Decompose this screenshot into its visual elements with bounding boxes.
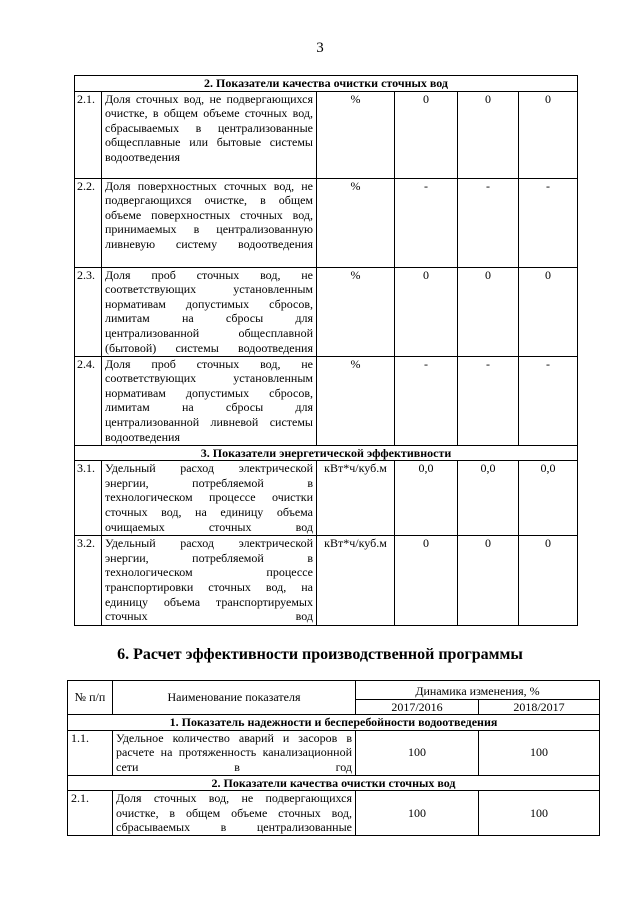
- header-name: Наименование показателя: [113, 681, 356, 715]
- table-row: [75, 91, 578, 178]
- table-row: [75, 178, 578, 267]
- row-number: 2.4.: [75, 356, 102, 445]
- section-row: [68, 775, 600, 791]
- value-2: 100: [479, 791, 600, 836]
- unit: кВт*ч/куб.м: [317, 461, 395, 536]
- value-1: 0: [395, 91, 458, 178]
- value-3: 0,0: [519, 461, 578, 536]
- unit: %: [317, 356, 395, 445]
- row-number: 2.3.: [75, 267, 102, 356]
- row-number: 3.2.: [75, 536, 102, 626]
- value-1: 0,0: [395, 461, 458, 536]
- value-1: 0: [395, 267, 458, 356]
- indicator-name: Доля проб сточных вод, не соответствующих установленным нормативам допустимых сбросов, лимитам на сбросы для централизованной ливневой системы водоотведения: [102, 356, 317, 445]
- section-title: 3. Показатели энергетической эффективности: [75, 445, 578, 461]
- value-1: 100: [356, 730, 479, 775]
- value-2: -: [458, 356, 519, 445]
- indicator-name: Удельный расход электрической энергии, потребляемой в технологическом процессе очистки сточных вод, на единицу объема очищаемых сточных вод: [102, 461, 317, 536]
- section-title: 2. Показатели качества очистки сточных вод: [68, 775, 600, 791]
- value-2: 0: [458, 91, 519, 178]
- unit: %: [317, 91, 395, 178]
- value-2: 100: [479, 730, 600, 775]
- section-row: [75, 76, 578, 92]
- indicators-table: [74, 75, 578, 626]
- indicator-name: Доля сточных вод, не подвергающихся очистке, в общем объеме сточных вод, сбрасываемых в централизованные общесплавные или бытовые системы водоотведения: [102, 91, 317, 178]
- table-row: [75, 461, 578, 536]
- header-dynamics: Динамика изменения, %: [356, 681, 600, 700]
- table-row: [68, 791, 600, 836]
- row-number: 3.1.: [75, 461, 102, 536]
- header-year-2: 2018/2017: [479, 699, 600, 715]
- value-2: 0: [458, 267, 519, 356]
- unit: %: [317, 178, 395, 267]
- row-number: 1.1.: [68, 730, 113, 775]
- section-row: [68, 715, 600, 731]
- indicator-name: Доля поверхностных сточных вод, не подвергающихся очистке, в общем объеме поверхностных сточных вод, принимаемых в централизованную ливневую систему водоотведения: [102, 178, 317, 267]
- value-3: -: [519, 356, 578, 445]
- value-2: 0,0: [458, 461, 519, 536]
- row-number: 2.2.: [75, 178, 102, 267]
- indicator-name: Удельное количество аварий и засоров в расчете на протяженность канализационной сети в год: [113, 730, 356, 775]
- header-row: [68, 681, 600, 700]
- value-1: 100: [356, 791, 479, 836]
- table-row: [75, 356, 578, 445]
- value-2: -: [458, 178, 519, 267]
- value-1: -: [395, 356, 458, 445]
- value-1: -: [395, 178, 458, 267]
- row-number: 2.1.: [68, 791, 113, 836]
- header-num: № п/п: [68, 681, 113, 715]
- indicator-name: Доля сточных вод, не подвергающихся очистке, в общем объеме сточных вод, сбрасываемых в централизованные: [113, 791, 356, 836]
- header-year-1: 2017/2016: [356, 699, 479, 715]
- indicator-name: Доля проб сточных вод, не соответствующих установленным нормативам допустимых сбросов, лимитам на сбросы для централизованной общесплавной (бытовой) системы водоотведения: [102, 267, 317, 356]
- efficiency-table: [67, 680, 600, 836]
- value-3: -: [519, 178, 578, 267]
- section-title: 1. Показатель надежности и бесперебойности водоотведения: [68, 715, 600, 731]
- table-row: [68, 730, 600, 775]
- table-row: [75, 267, 578, 356]
- value-3: 0: [519, 267, 578, 356]
- table-row: [75, 536, 578, 626]
- row-number: 2.1.: [75, 91, 102, 178]
- value-2: 0: [458, 536, 519, 626]
- indicator-name: Удельный расход электрической энергии, потребляемой в технологическом процессе транспортировки сточных вод, на единицу объема транспортируемых сточных вод: [102, 536, 317, 626]
- unit: %: [317, 267, 395, 356]
- value-3: 0: [519, 536, 578, 626]
- section-6-title: 6. Расчет эффективности производственной программы: [117, 646, 523, 663]
- unit: кВт*ч/куб.м: [317, 536, 395, 626]
- section-row: [75, 445, 578, 461]
- value-3: 0: [519, 91, 578, 178]
- value-1: 0: [395, 536, 458, 626]
- page-number: 3: [316, 40, 324, 56]
- section-title: 2. Показатели качества очистки сточных вод: [75, 76, 578, 92]
